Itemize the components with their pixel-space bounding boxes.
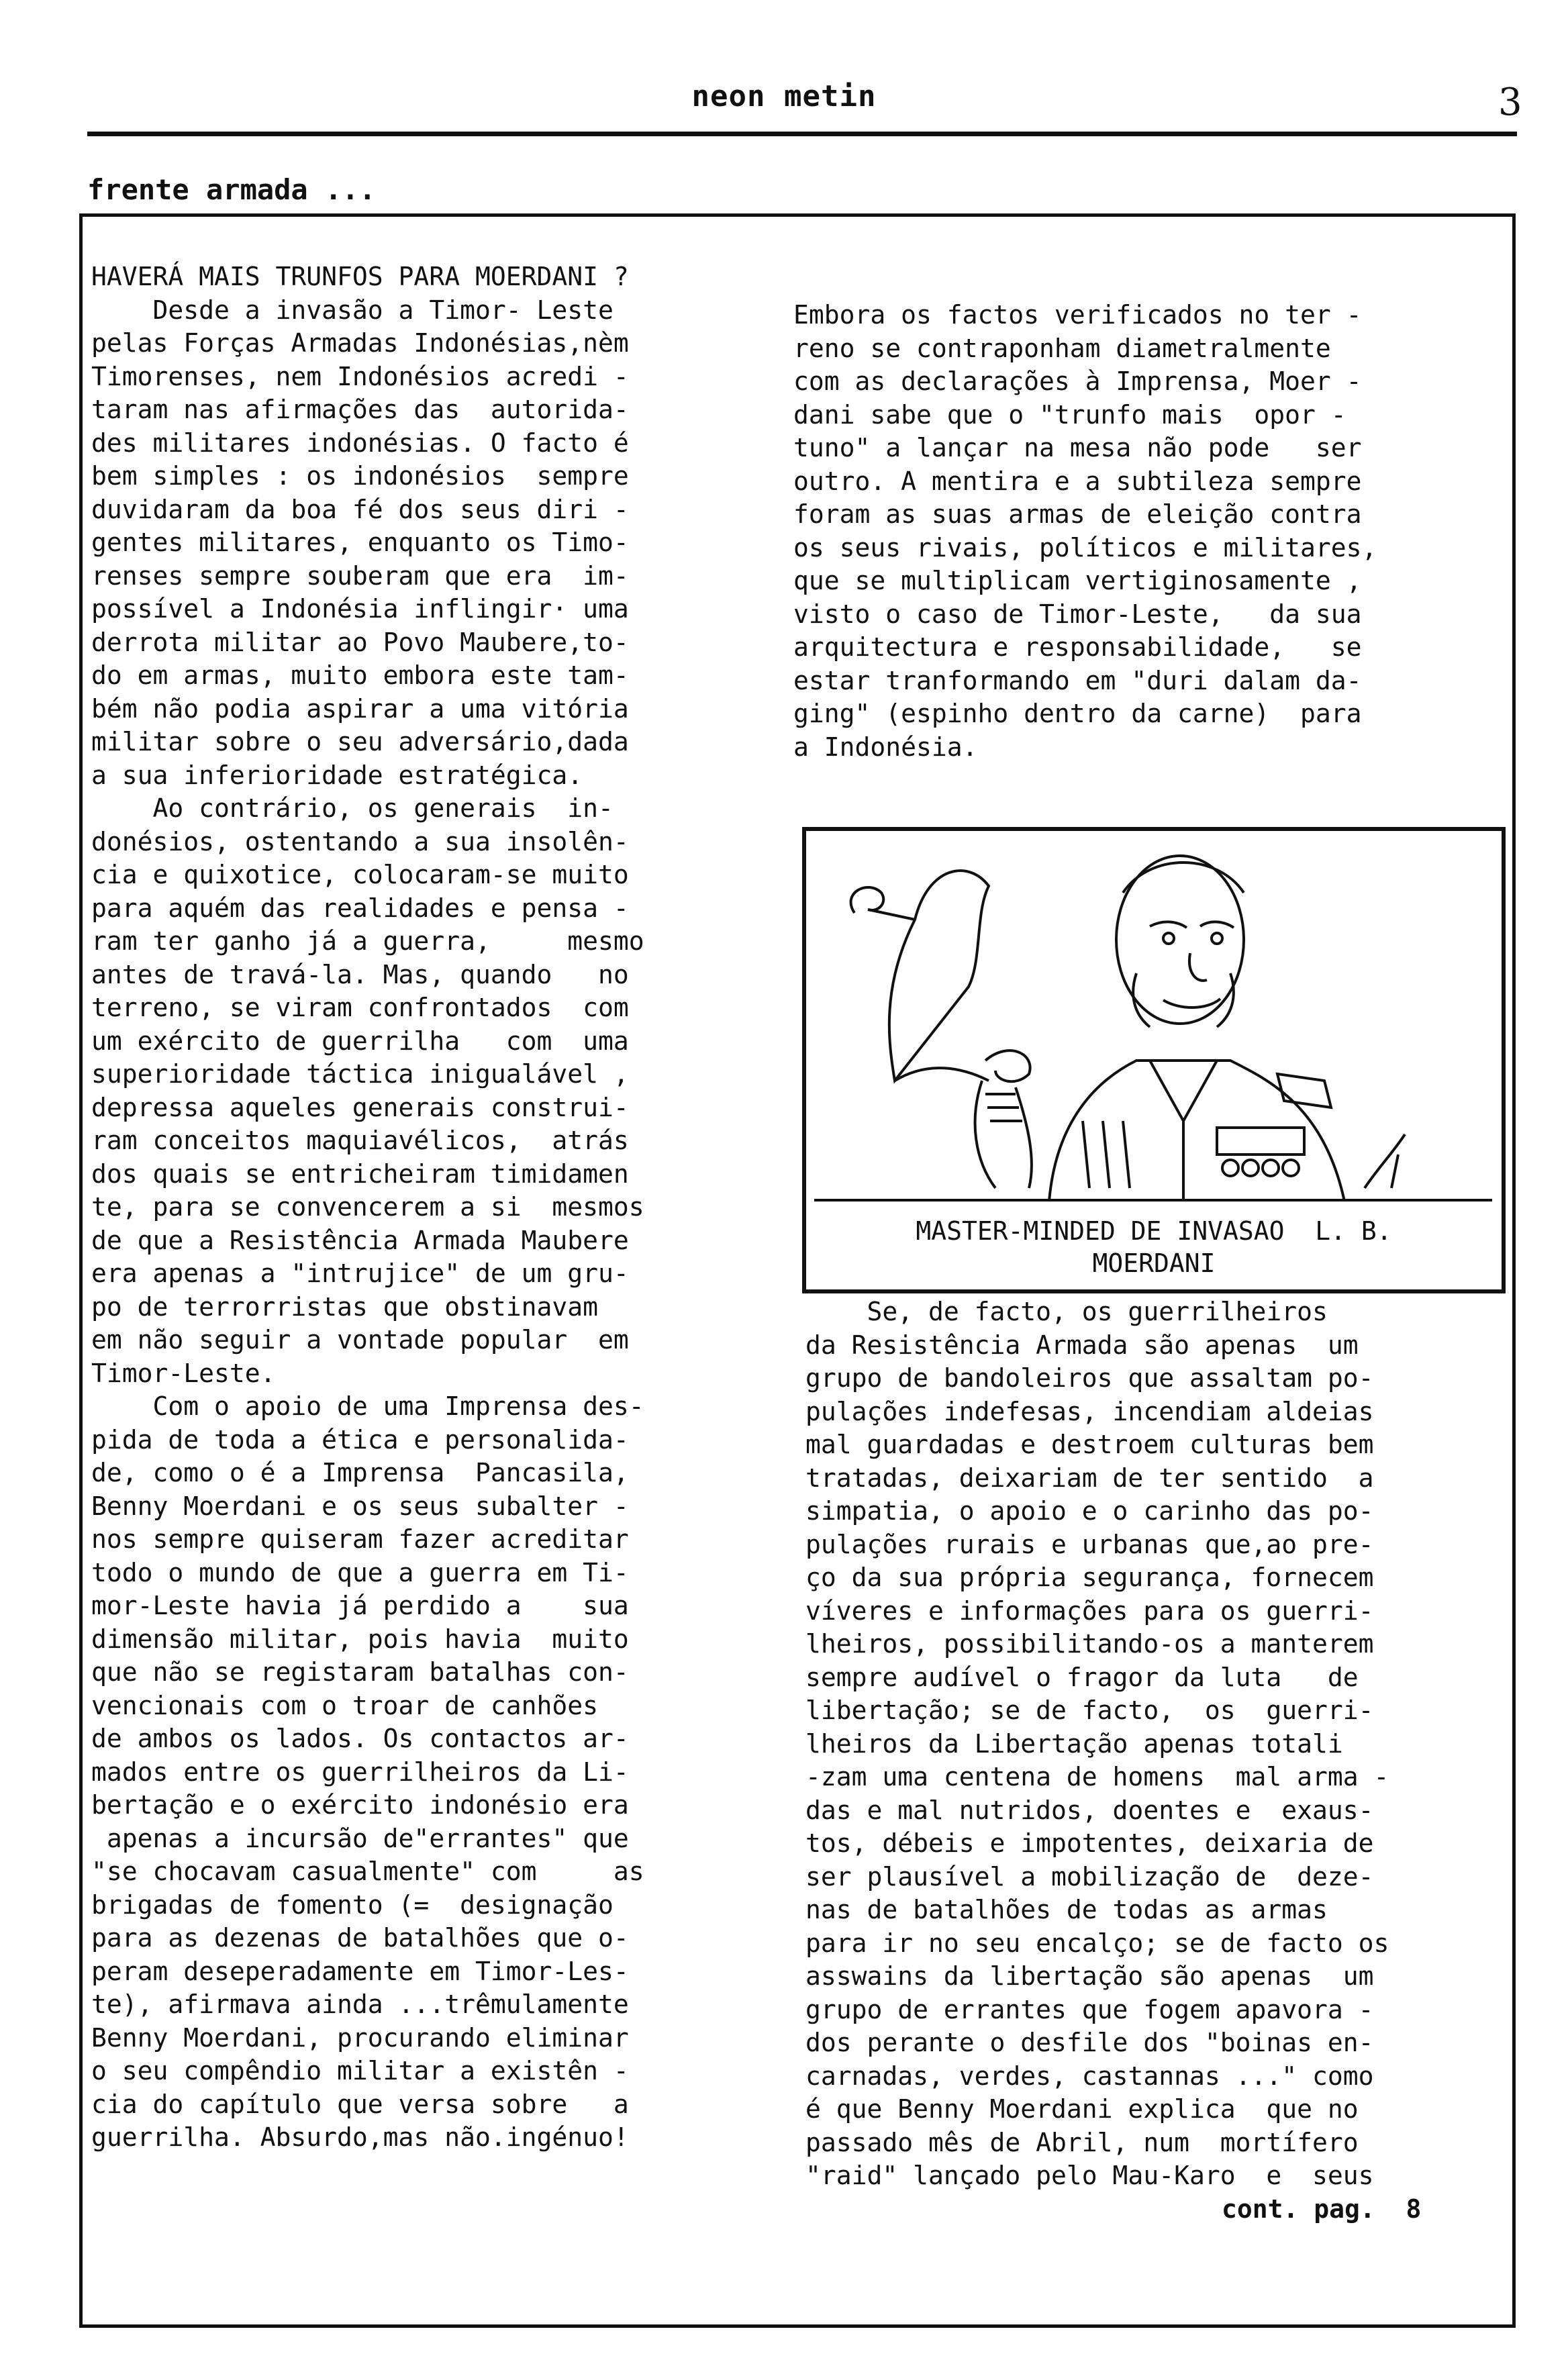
section-label: frente armada ...	[87, 173, 376, 206]
right-column-top-text: Embora os factos verificados no ter - reno se contraponham diametralmente com as declarações à Imprensa, Moer - dani sabe que o "trunfo mais opor - tuno" a lançar na mesa não pode ser outro. A mentira e a subtileza sempre foram as suas armas de eleição contra os seus rivais, políticos e militares, que se multiplicam vertiginosamente , visto o caso de Timor-Leste, da sua arquitectura e responsabilidade, se estar tranformando em "duri dalam da- ging" (espinho dentro da carne) para a Indonésia.	[793, 300, 1377, 762]
header-rule	[87, 132, 1517, 136]
article-headline: HAVERÁ MAIS TRUNFOS PARA MOERDANI ?	[91, 262, 629, 291]
publication-title: neon metin	[691, 79, 877, 113]
cartoon-drawing	[814, 839, 1492, 1201]
cartoon-illustration	[802, 827, 1506, 1293]
continuation-note: cont. pag. 8	[1222, 2194, 1422, 2224]
page-number: 3	[1498, 81, 1522, 124]
right-column-bottom	[805, 1295, 1421, 2226]
left-column	[91, 260, 644, 2155]
left-column-text: Desde a invasão a Timor- Leste pelas Forças Armadas Indonésias,nèm Timorenses, nem Indonésios acredi - taram nas afirmações das autorida- des militares indonésias. O facto é bem simples : os indonésios sempre duvidaram da boa fé dos seus diri - gentes militares, enquanto os Timo- renses sempre souberam que era im- possível a Indonésia inflingir· uma derrota militar ao Povo Maubere,to- do em armas, muito embora este tam- bém não podia aspirar a uma vitória militar sobre o seu adversário,dada a sua inferioridade estratégica. Ao contrário, os generais in- donésios, ostentando a sua insolên- cia e quixotice, colocaram-se muito para aquém das realidades e pensa - ram ter ganho já a guerra, mesmo antes de travá-la. Mas, quando no terreno, se viram confrontados com um exército de guerrilha com uma superioridade táctica inigualável , depressa aqueles generais construi- ram conceitos maquiavélicos, atrás dos quais se entricheiram timidamen te, para se convencerem a si mesmos de que a Resistência Armada Maubere era apenas a "intrujice" de um gru- po de terrorristas que obstinavam em não seguir a vontade popular em Timor-Leste. Com o apoio de uma Imprensa des- pida de toda a ética e personalida- de, como o é a Imprensa Pancasila, Benny Moerdani e os seus subalter - nos sempre quiseram fazer acreditar todo o mundo de que a guerra em Ti- mor-Leste havia já perdido a sua dimensão militar, pois havia muito que não se registaram batalhas con- vencionais com o troar de canhões de ambos os lados. Os contactos ar- mados entre os guerrilheiros da Li- bertação e o exército indonésio era apenas a incursão de"errantes" que "se chocavam casualmente" com as brigadas de fomento (= designação para as dezenas de batalhões que o- peram deseperadamente em Timor-Les- te), afirmava ainda ...trêmulamente Benny Moerdani, procurando eliminar o seu compêndio militar a existên - cia do capítulo que versa sobre a guerrilha. Absurdo,mas não.ingénuo!	[91, 295, 644, 2152]
cartoon-caption: MASTER-MINDED DE INVASAO L. B. MOERDANI	[916, 1216, 1392, 1278]
right-column-bottom-text: Se, de facto, os guerrilheiros da Resistência Armada são apenas um grupo de bandoleiros que assaltam po- pulações indefesas, incendiam aldeias mal guardadas e destroem culturas bem tratadas, deixariam de ter sentido a simpatia, o apoio e o carinho das po- pulações rurais e urbanas que,ao pre- ço da sua própria segurança, fornecem víveres e informações para os guerri- lheiros, possibilitando-os a manterem sempre audível o fragor da luta de libertação; se de facto, os guerri- lheiros da Libertação apenas totali -zam uma centena de homens mal arma - das e mal nutridos, doentes e exaus- tos, débeis e impotentes, deixaria de ser plausível a mobilização de deze- nas de batalhões de todas as armas para ir no seu encalço; se de facto os asswains da libertação são apenas um grupo de errantes que fogem apavora - dos perante o desfile dos "boinas en- carnadas, verdes, castannas ..." como é que Benny Moerdani explica que no passado mês de Abril, num mortífero "raid" lançado pelo Mau-Karo e seus	[805, 1297, 1389, 2190]
